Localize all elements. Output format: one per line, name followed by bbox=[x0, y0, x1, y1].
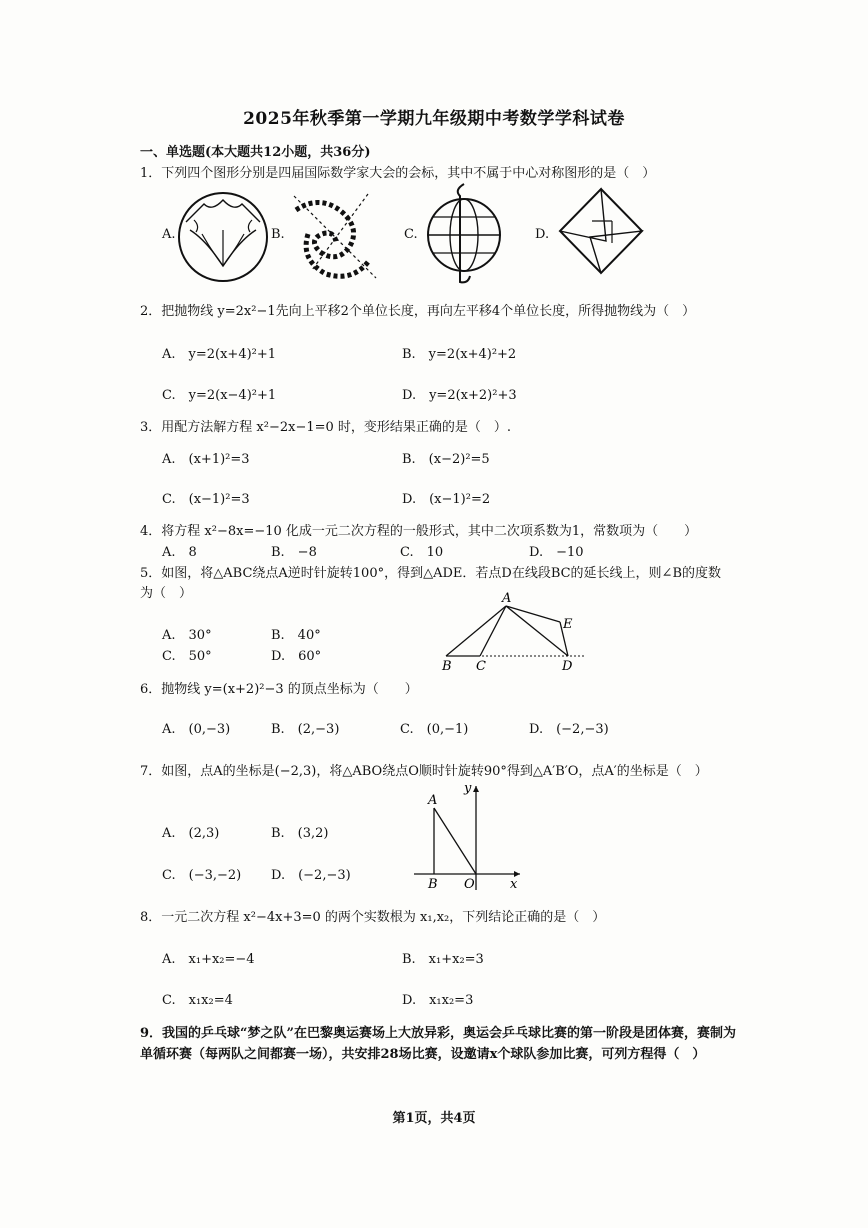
q5-label-d: D bbox=[562, 659, 573, 674]
q1-option-c: C. bbox=[404, 227, 418, 242]
question-9-stem-cont: 单循环赛（每两队之间都赛一场），共安排28场比赛，设邀请x个球队参加比赛，可列方程得（ ） bbox=[140, 1047, 706, 1062]
question-8-stem: 8．一元二次方程 x²−4x+3=0 的两个实数根为 x₁,x₂，下列结论正确的是（ ） bbox=[140, 910, 606, 925]
q5-label-e: E bbox=[563, 617, 573, 632]
q7-option-b: B. (3,2) bbox=[271, 826, 329, 841]
q6-option-d: D. (−2,−3) bbox=[529, 722, 609, 737]
q1-option-d: D. bbox=[535, 227, 550, 242]
q7-label-b: B bbox=[428, 877, 438, 892]
q4-option-c: C. 10 bbox=[400, 545, 444, 560]
q7-label-y: y bbox=[464, 781, 472, 796]
q7-option-c: C. (−3,−2) bbox=[162, 868, 242, 883]
q4-option-a: A. 8 bbox=[162, 545, 197, 560]
q5-option-b: B. 40° bbox=[271, 628, 321, 643]
q2-option-a: A. y=2(x+4)²+1 bbox=[162, 347, 277, 362]
q7-label-a: A bbox=[428, 793, 438, 808]
logo-b-figure bbox=[290, 190, 380, 282]
q5-triangle-figure bbox=[440, 592, 590, 676]
question-2-stem: 2．把抛物线 y=2x²−1先向上平移2个单位长度，再向左平移4个单位长度，所得抛物线为（ ） bbox=[140, 304, 696, 319]
q3-option-d: D. (x−1)²=2 bbox=[402, 492, 491, 507]
q4-option-d: D. −10 bbox=[529, 545, 584, 560]
q7-label-o: O bbox=[464, 877, 475, 892]
question-3-stem: 3．用配方法解方程 x²−2x−1=0 时，变形结果正确的是（ ）. bbox=[140, 420, 512, 435]
q5-option-c: C. 50° bbox=[162, 649, 212, 664]
question-4-stem: 4．将方程 x²−8x=−10 化成一元二次方程的一般形式，其中二次项系数为1，常数项为（ ） bbox=[140, 524, 698, 539]
q7-coordinate-figure bbox=[410, 780, 526, 894]
q1-option-a: A. bbox=[162, 227, 176, 242]
q6-option-a: A. (0,−3) bbox=[162, 722, 231, 737]
question-9-stem: 9．我国的乒乓球“梦之队”在巴黎奥运赛场上大放异彩，奥运会乒乓球比赛的第一阶段是团体赛，赛制为 bbox=[140, 1026, 737, 1041]
q8-option-c: C. x₁x₂=4 bbox=[162, 993, 233, 1008]
q3-option-a: A. (x+1)²=3 bbox=[162, 452, 250, 467]
q8-option-b: B. x₁+x₂=3 bbox=[402, 952, 484, 967]
q2-option-b: B. y=2(x+4)²+2 bbox=[402, 347, 517, 362]
exam-title: 2025年秋季第一学期九年级期中考数学学科试卷 bbox=[243, 109, 625, 129]
q1-option-b: B. bbox=[271, 227, 285, 242]
question-7-stem: 7．如图，点A的坐标是(−2,3)，将△ABO绕点O顺时针旋转90°得到△A′B′O，点A′的坐标是（ ） bbox=[140, 764, 708, 779]
question-5-stem: 5．如图，将△ABC绕点A逆时针旋转100°，得到△ADE．若点D在线段BC的延长线上，则∠B的度数 bbox=[140, 566, 722, 581]
question-6-stem: 6．抛物线 y=(x+2)²−3 的顶点坐标为（ ） bbox=[140, 682, 418, 697]
logo-c-figure bbox=[424, 180, 504, 284]
q3-option-c: C. (x−1)²=3 bbox=[162, 492, 250, 507]
q2-option-c: C. y=2(x−4)²+1 bbox=[162, 388, 277, 403]
q8-option-a: A. x₁+x₂=−4 bbox=[162, 952, 255, 967]
q2-option-d: D. y=2(x+2)²+3 bbox=[402, 388, 517, 403]
q6-option-b: B. (2,−3) bbox=[271, 722, 340, 737]
section-heading: 一、单选题(本大题共12小题，共36分) bbox=[140, 145, 371, 160]
q5-option-a: A. 30° bbox=[162, 628, 212, 643]
q7-option-a: A. (2,3) bbox=[162, 826, 220, 841]
page-footer: 第1页，共4页 bbox=[392, 1111, 476, 1126]
question-1-stem: 1．下列四个图形分别是四届国际数学家大会的会标，其中不属于中心对称图形的是（ ） bbox=[140, 166, 656, 181]
q5-label-b: B bbox=[442, 659, 452, 674]
q7-label-x: x bbox=[510, 877, 518, 892]
question-5-stem-cont: 为（ ） bbox=[140, 586, 193, 601]
q5-label-c: C bbox=[476, 659, 486, 674]
q6-option-c: C. (0,−1) bbox=[400, 722, 469, 737]
logo-a-figure bbox=[176, 190, 270, 284]
q7-option-d: D. (−2,−3) bbox=[271, 868, 351, 883]
q5-option-d: D. 60° bbox=[271, 649, 322, 664]
q3-option-b: B. (x−2)²=5 bbox=[402, 452, 490, 467]
q8-option-d: D. x₁x₂=3 bbox=[402, 993, 474, 1008]
q4-option-b: B. −8 bbox=[271, 545, 317, 560]
logo-d-figure bbox=[556, 185, 646, 277]
q5-label-a: A bbox=[502, 591, 512, 606]
